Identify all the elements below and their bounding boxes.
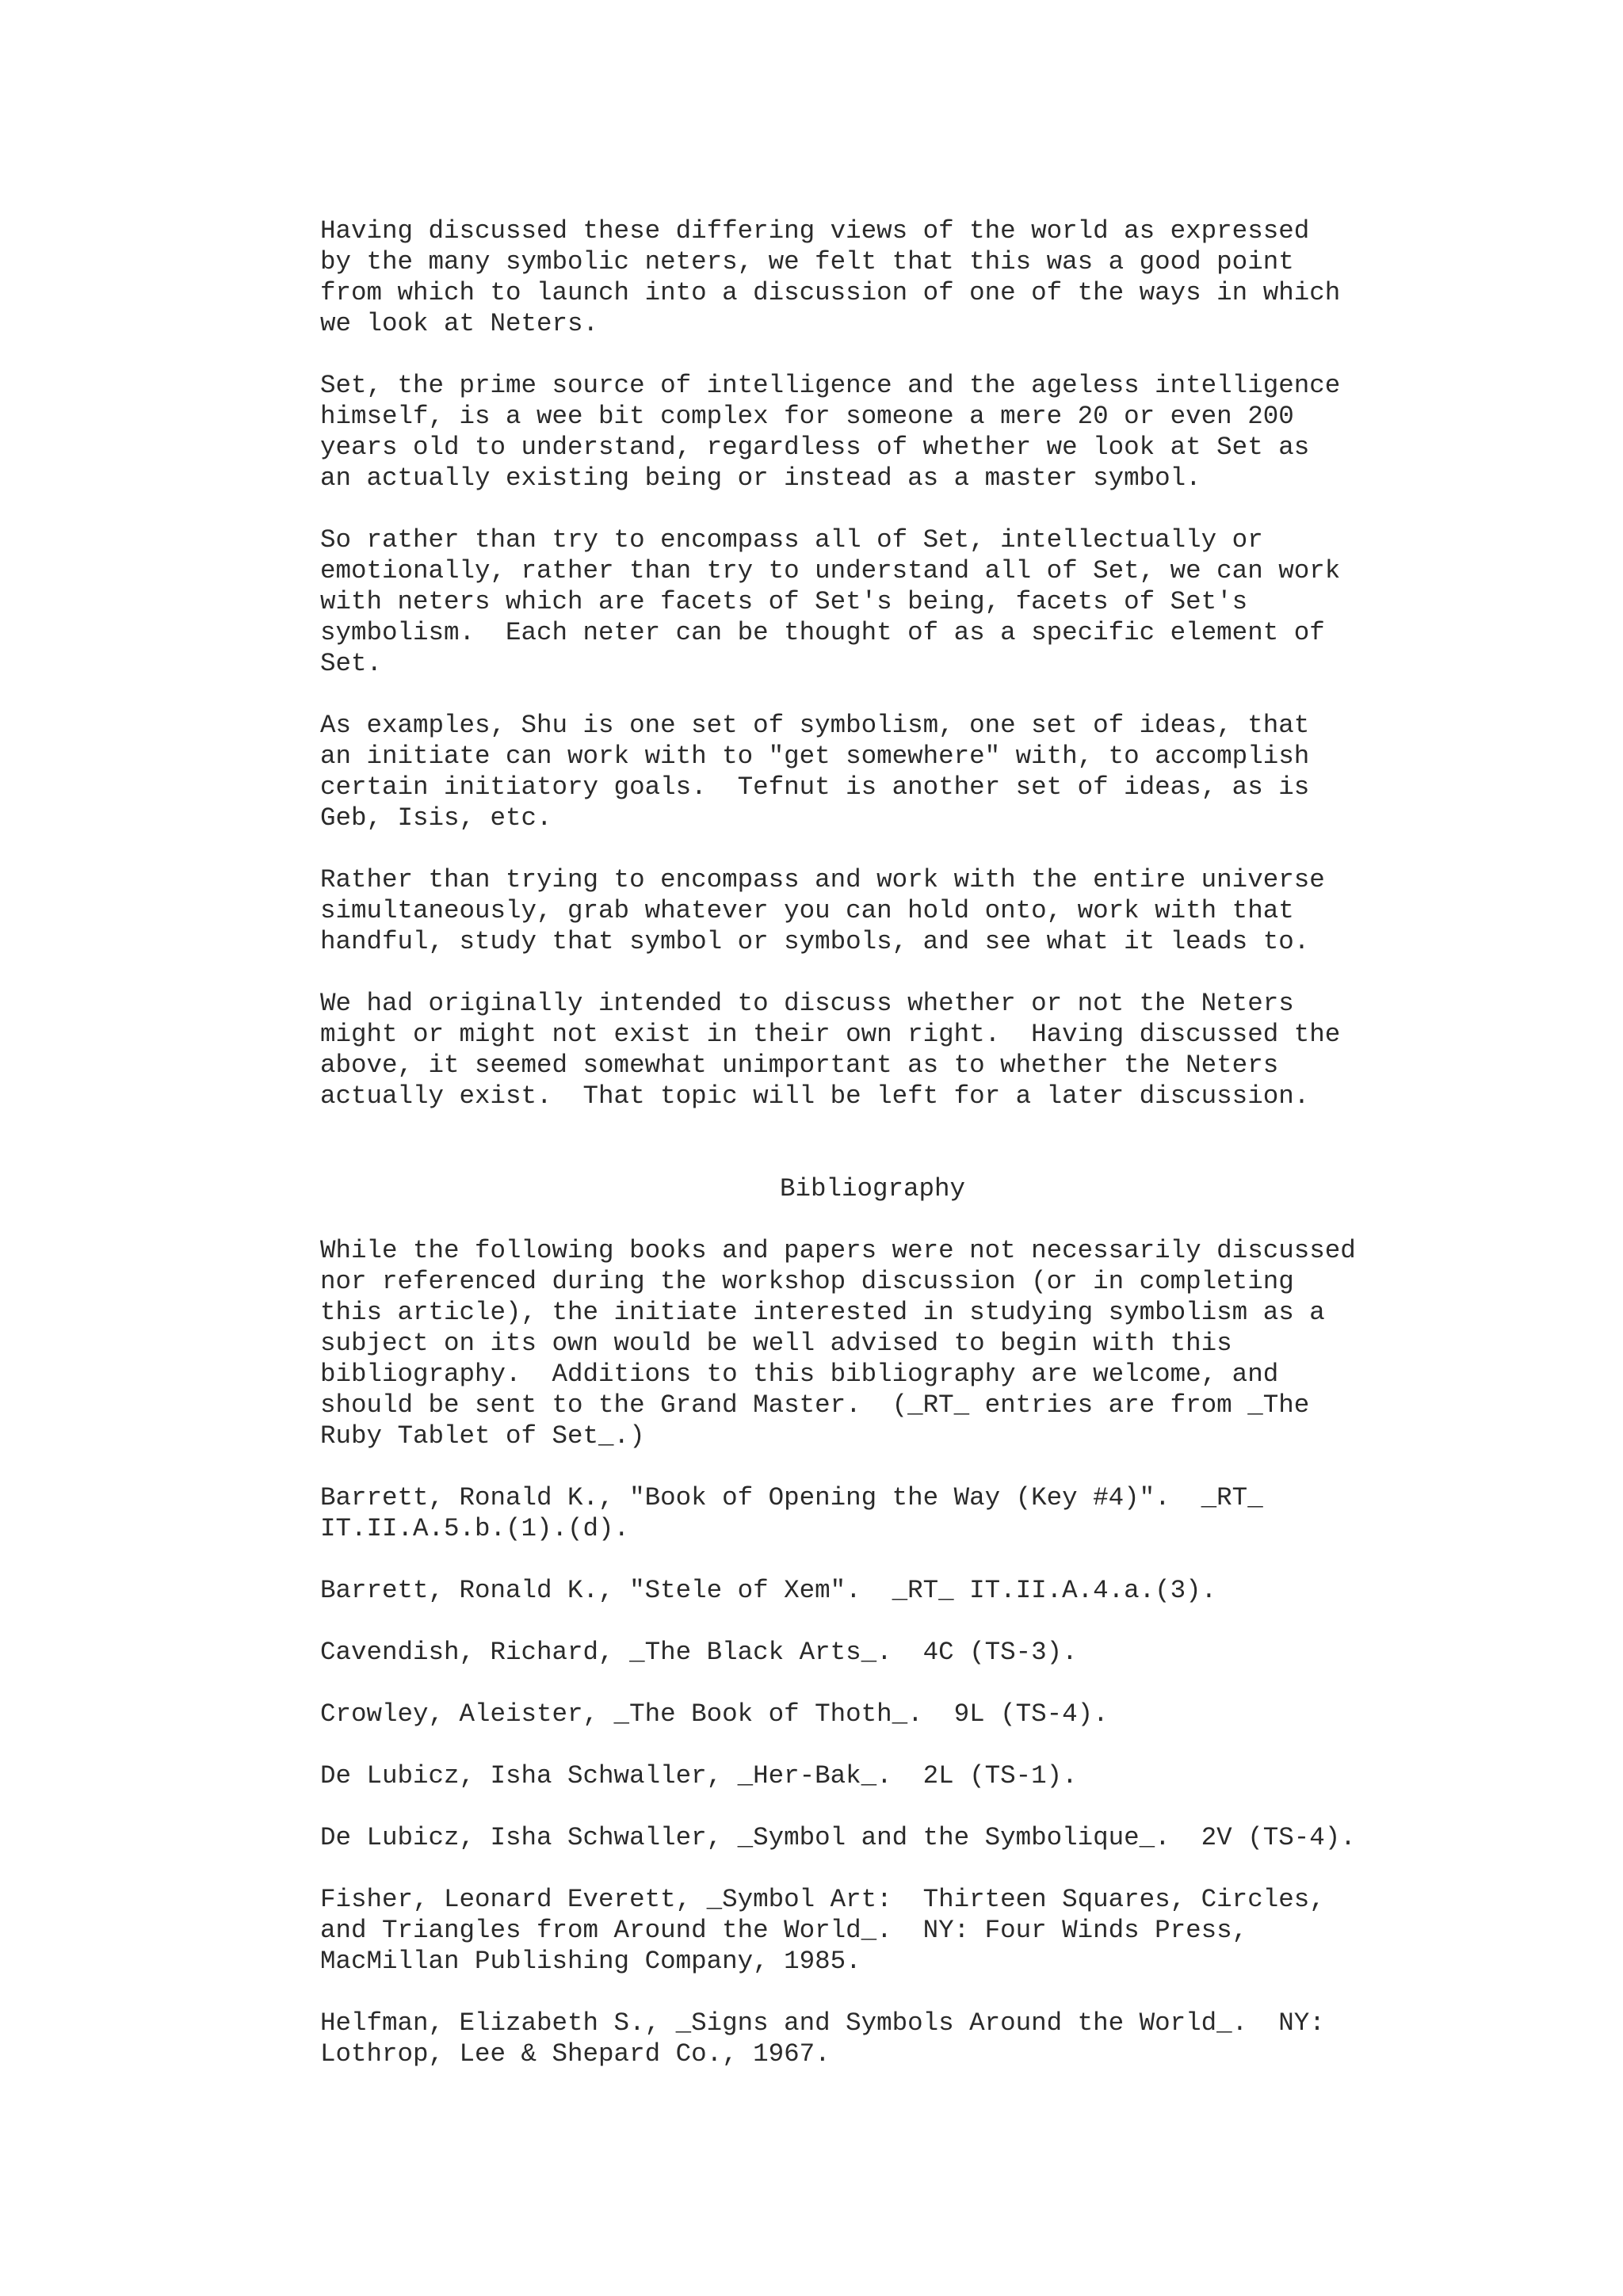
text-line: certain initiatory goals. Tefnut is another set of ideas, as is [320,772,1310,802]
text-line: Cavendish, Richard, _The Black Arts_. 4C (TS-3). [320,1638,1078,1667]
text-line: an initiate can work with to "get somewhere" with, to accomplish [320,742,1310,771]
text-line: nor referenced during the workshop discussion (or in completing [320,1267,1294,1296]
text-line: We had originally intended to discuss whether or not the Neters [320,989,1294,1018]
bibliography-entry [320,2008,1509,2069]
text-line: So rather than try to encompass all of Set, intellectually or [320,525,1263,555]
text-line: from which to launch into a discussion of one of the ways in which [320,278,1341,307]
body-paragraph [320,864,1509,957]
text-line: and Triangles from Around the World_. NY: Four Winds Press, [320,1916,1248,1945]
text-line: should be sent to the Grand Master. (_RT_ entries are from _The [320,1390,1310,1420]
text-line: this article), the initiate interested in studying symbolism as a [320,1298,1325,1327]
text-line: emotionally, rather than try to understand all of Set, we can work [320,556,1341,585]
body-paragraph [320,524,1509,679]
text-line: symbolism. Each neter can be thought of as a specific element of [320,618,1325,647]
text-line: Fisher, Leonard Everett, _Symbol Art: Thirteen Squares, Circles, [320,1885,1325,1914]
bibliography-entry [320,1699,1509,1730]
text-line: Geb, Isis, etc. [320,803,552,833]
text-line: years old to understand, regardless of whether we look at Set as [320,433,1310,462]
bibliography-entry [320,1637,1509,1668]
text-line: bibliography. Additions to this bibliography are welcome, and [320,1360,1279,1389]
bibliography-intro [320,1235,1509,1451]
text-line: Crowley, Aleister, _The Book of Thoth_. 9L (TS-4). [320,1699,1109,1729]
text-line: Helfman, Elizabeth S., _Signs and Symbols Around the World_. NY: [320,2008,1325,2038]
bibliography-section-header [320,1173,1509,1204]
text-line: Barrett, Ronald K., "Book of Opening the Way (Key #4)". _RT_ [320,1483,1263,1512]
text-line: subject on its own would be well advised to begin with this [320,1329,1232,1358]
bibliography-entry [320,1884,1509,1977]
text-line: Lothrop, Lee & Shepard Co., 1967. [320,2039,831,2069]
text-line: Ruby Tablet of Set_.) [320,1421,645,1451]
text-line: While the following books and papers were not necessarily discussed [320,1236,1356,1265]
text-line: above, it seemed somewhat unimportant as to whether the Neters [320,1051,1279,1080]
text-line: might or might not exist in their own right. Having discussed the [320,1020,1341,1049]
text-line: Barrett, Ronald K., "Stele of Xem". _RT_ IT.II.A.4.a.(3). [320,1576,1217,1605]
bibliography-entry [320,1760,1509,1791]
bibliography-heading: Bibliography [780,1174,966,1203]
text-line: De Lubicz, Isha Schwaller, _Her-Bak_. 2L (TS-1). [320,1761,1078,1791]
text-line: himself, is a wee bit complex for someone a mere 20 or even 200 [320,402,1294,431]
body-paragraph [320,710,1509,833]
text-line: an actually existing being or instead as a master symbol. [320,463,1201,493]
text-line: Set. [320,649,383,678]
body-paragraph [320,370,1509,494]
text-line: As examples, Shu is one set of symbolism, one set of ideas, that [320,711,1310,740]
text-line: De Lubicz, Isha Schwaller, _Symbol and the Symbolique_. 2V (TS-4). [320,1823,1356,1852]
text-line: actually exist. That topic will be left for a later discussion. [320,1081,1310,1111]
text-line: Rather than trying to encompass and work with the entire universe [320,865,1325,894]
text-line: simultaneously, grab whatever you can hold onto, work with that [320,896,1294,925]
body-paragraph [320,215,1509,339]
bibliography-entry [320,1575,1509,1606]
text-line: Having discussed these differing views of the world as expressed [320,216,1310,246]
text-line: MacMillan Publishing Company, 1985. [320,1947,861,1976]
text-line: IT.II.A.5.b.(1).(d). [320,1514,630,1543]
text-line: handful, study that symbol or symbols, and see what it leads to. [320,927,1310,956]
bibliography-entry [320,1822,1509,1853]
text-line: we look at Neters. [320,309,599,338]
text-line: with neters which are facets of Set's being, facets of Set's [320,587,1248,616]
text-line: Set, the prime source of intelligence and the ageless intelligence [320,371,1341,400]
bibliography-entry [320,1482,1509,1544]
text-line: by the many symbolic neters, we felt that this was a good point [320,247,1294,277]
document-page [320,215,1509,2100]
body-paragraph [320,988,1509,1112]
